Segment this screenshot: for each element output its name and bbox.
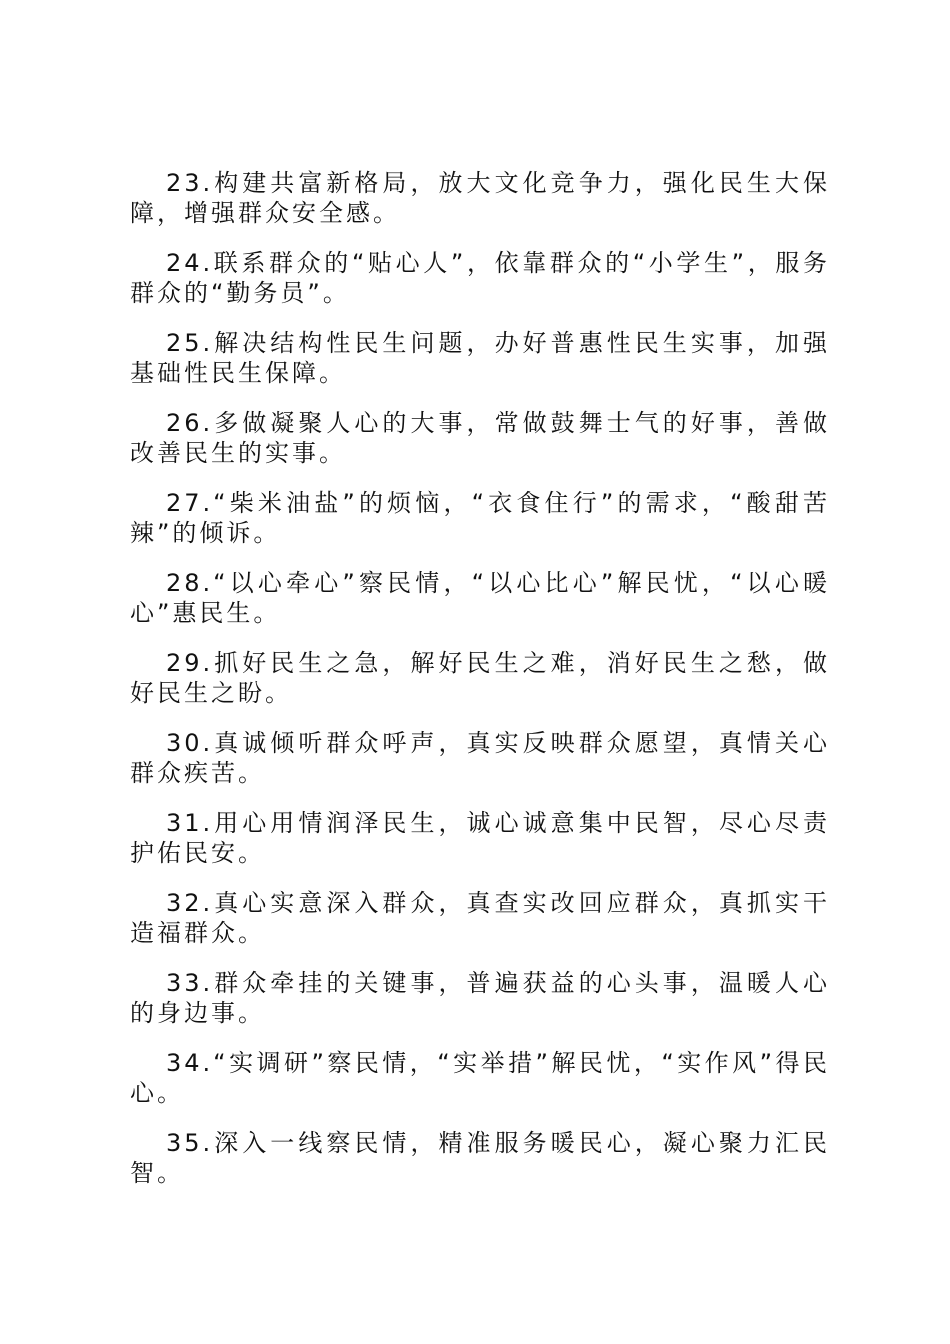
list-item: 28.“以心牵心”察民情，“以心比心”解民忧，“以心暖心”惠民生。: [130, 569, 830, 627]
list-item: 33.群众牵挂的关键事，普遍获益的心头事，温暖人心的身边事。: [130, 969, 830, 1027]
list-item: 25.解决结构性民生问题，办好普惠性民生实事，加强基础性民生保障。: [130, 329, 830, 387]
list-item: 34.“实调研”察民情，“实举措”解民忧，“实作风”得民心。: [130, 1049, 830, 1107]
list-item: 35.深入一线察民情，精准服务暖民心，凝心聚力汇民智。: [130, 1129, 830, 1187]
list-item: 26.多做凝聚人心的大事，常做鼓舞士气的好事，善做改善民生的实事。: [130, 409, 830, 467]
list-item: 32.真心实意深入群众，真查实改回应群众，真抓实干造福群众。: [130, 889, 830, 947]
document-body: [130, 168, 830, 1208]
list-item: 29.抓好民生之急，解好民生之难，消好民生之愁，做好民生之盼。: [130, 649, 830, 707]
list-item: 31.用心用情润泽民生，诚心诚意集中民智，尽心尽责护佑民安。: [130, 809, 830, 867]
list-item: 30.真诚倾听群众呼声，真实反映群众愿望，真情关心群众疾苦。: [130, 729, 830, 787]
list-item: 27.“柴米油盐”的烦恼，“衣食住行”的需求，“酸甜苦辣”的倾诉。: [130, 489, 830, 547]
list-item: 24.联系群众的“贴心人”，依靠群众的“小学生”，服务群众的“勤务员”。: [130, 249, 830, 307]
list-item: 23.构建共富新格局，放大文化竞争力，强化民生大保障，增强群众安全感。: [130, 169, 830, 227]
